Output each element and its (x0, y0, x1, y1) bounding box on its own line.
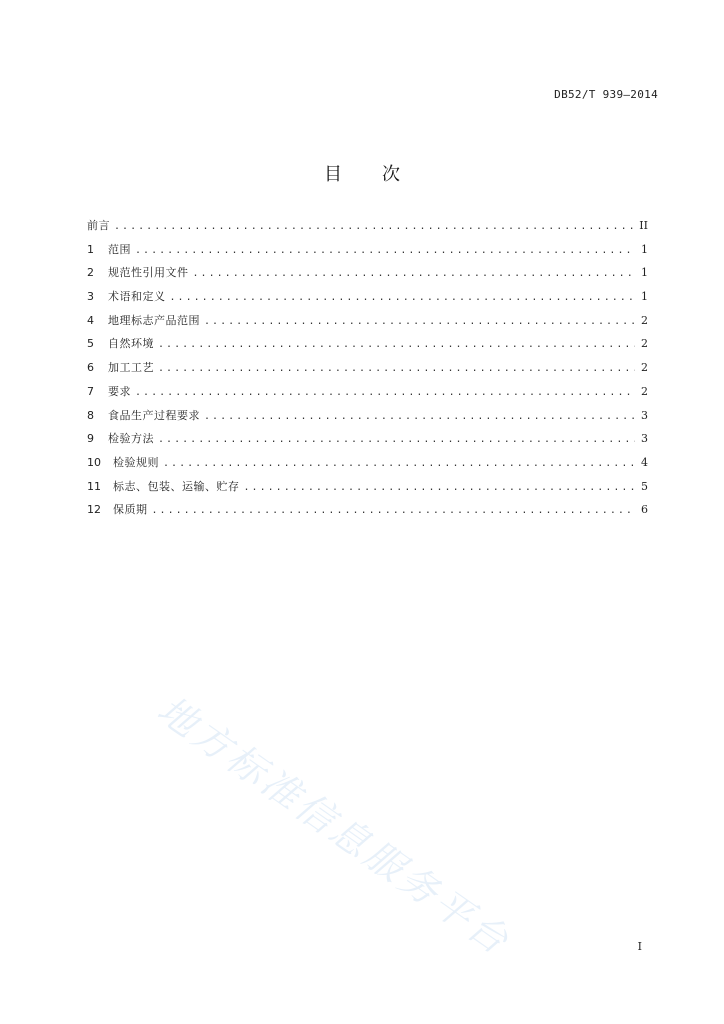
toc-dot-leader (158, 339, 635, 350)
toc-entry-label: 地理标志产品范围 (108, 313, 200, 327)
toc-dot-leader (114, 221, 633, 232)
toc-entry-number: 3 (87, 290, 94, 304)
toc-entry-label: 前言 (87, 219, 110, 232)
toc-entry-number: 2 (87, 266, 94, 280)
toc-entry-number: 7 (87, 384, 94, 398)
toc-entry-label: 检验方法 (108, 432, 154, 446)
toc-title-part1: 目 (324, 164, 342, 185)
toc-entry-number: 8 (87, 408, 94, 422)
toc-entry-marking-packaging[interactable] (87, 478, 648, 502)
page-number: I (637, 940, 642, 953)
toc-dot-leader (193, 268, 636, 279)
toc-entry-label: 自然环境 (108, 337, 154, 351)
toc-entry-label: 检验规则 (113, 455, 159, 469)
toc-entry-label: 术语和定义 (108, 290, 166, 304)
toc-entry-test-methods[interactable] (87, 430, 648, 454)
toc-entry-number: 5 (87, 337, 94, 351)
document-code: DB52/T 939—2014 (554, 88, 658, 101)
toc-entry-page: II (639, 219, 648, 232)
toc-entry-page: 1 (641, 290, 648, 304)
toc-entry-geo-product-scope[interactable] (87, 312, 648, 336)
toc-entry-page: 3 (641, 432, 648, 446)
toc-entry-number: 11 (87, 479, 101, 493)
toc-entry-processing[interactable] (87, 359, 648, 383)
toc-title (0, 160, 724, 186)
toc-entry-label: 范围 (108, 242, 131, 256)
toc-dot-leader (204, 411, 635, 422)
toc-entry-normative-references[interactable] (87, 264, 648, 288)
toc-dot-leader (135, 387, 635, 398)
toc-title-part2: 次 (382, 164, 400, 185)
toc-dot-leader (158, 434, 635, 445)
toc-entry-page: 3 (641, 408, 648, 422)
toc-entry-terms-definitions[interactable] (87, 288, 648, 312)
toc-entry-label: 要求 (108, 384, 131, 398)
toc-entry-page: 2 (641, 384, 648, 398)
toc-dot-leader (170, 292, 636, 303)
toc-dot-leader (244, 482, 636, 493)
toc-entry-page: 2 (641, 337, 648, 351)
toc-entry-number: 12 (87, 503, 101, 517)
toc-dot-leader (158, 363, 635, 374)
toc-entry-inspection-rules[interactable] (87, 454, 648, 478)
toc-entry-requirements[interactable] (87, 383, 648, 407)
toc-entry-label: 食品生产过程要求 (108, 408, 200, 422)
toc-entry-number: 9 (87, 432, 94, 446)
toc-dot-leader (163, 458, 635, 469)
toc-entry-number: 10 (87, 455, 101, 469)
toc-entry-production-requirements[interactable] (87, 407, 648, 431)
toc-entry-natural-environment[interactable] (87, 335, 648, 359)
watermark: 地方标准信息服务平台 (149, 687, 519, 965)
toc-entry-foreword[interactable] (87, 217, 648, 241)
toc-entry-number: 6 (87, 361, 94, 375)
toc-dot-leader (204, 316, 635, 327)
toc-entry-page: 1 (641, 266, 648, 280)
toc-entry-page: 6 (641, 503, 648, 517)
toc-entry-shelf-life[interactable] (87, 501, 648, 525)
toc-entry-scope[interactable] (87, 241, 648, 265)
toc-entry-label: 标志、包装、运输、贮存 (113, 479, 240, 493)
toc-entry-page: 1 (641, 242, 648, 256)
toc-entry-page: 5 (641, 479, 648, 493)
toc-dot-leader (152, 505, 636, 516)
toc-entry-number: 1 (87, 242, 94, 256)
toc-entry-page: 2 (641, 313, 648, 327)
toc-entry-number: 4 (87, 313, 94, 327)
toc-entry-label: 保质期 (113, 503, 148, 517)
toc-dot-leader (135, 245, 635, 256)
toc-entry-label: 规范性引用文件 (108, 266, 189, 280)
toc-entry-page: 2 (641, 361, 648, 375)
toc-list (87, 217, 648, 525)
toc-entry-page: 4 (641, 455, 648, 469)
toc-entry-label: 加工工艺 (108, 361, 154, 375)
